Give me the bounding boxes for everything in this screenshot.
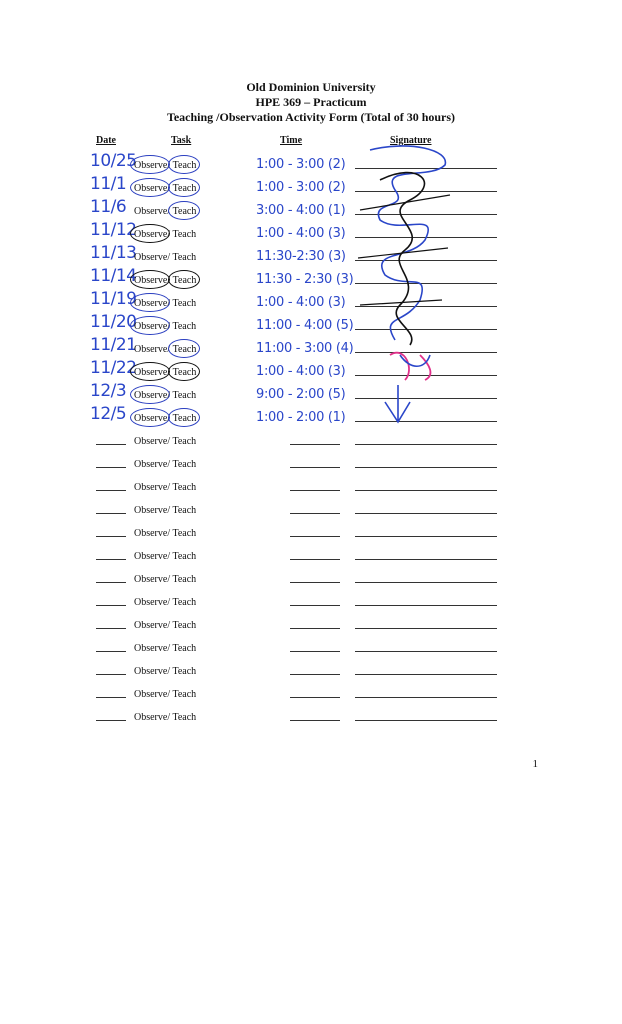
task-observe: Observe [134,275,168,286]
task-teach: Teach [172,505,197,516]
task-separator: / [167,712,173,723]
date-entry: 11/6 [90,197,127,217]
task-observe: Observe [134,298,168,309]
time-blank-line [290,559,340,560]
task-teach: Teach [172,666,197,677]
date-blank-line [96,536,126,537]
time-entry: 9:00 - 2:00 (5) [256,387,346,402]
time-entry: 1:00 - 4:00 (3) [256,364,346,379]
task-separator: / [167,367,173,378]
date-entry: 11/12 [90,220,137,240]
task-separator: / [167,666,173,677]
date-blank-line [96,467,126,468]
date-blank-line [96,605,126,606]
date-blank-line [96,513,126,514]
table-row [0,220,622,244]
table-row [0,174,622,198]
table-row [0,151,622,175]
task-choice [134,482,196,493]
time-entry: 1:00 - 3:00 (2) [256,180,346,195]
time-entry: 3:00 - 4:00 (1) [256,203,346,218]
task-observe: Observe [134,574,168,585]
task-teach: Teach [172,528,197,539]
task-choice [134,367,196,378]
time-entry: 11:30 - 2:30 (3) [256,272,354,287]
task-separator: / [167,183,173,194]
task-observe: Observe [134,643,168,654]
date-blank-line [96,651,126,652]
date-entry: 11/22 [90,358,137,378]
date-blank-line [96,582,126,583]
task-separator: / [167,229,173,240]
task-separator: / [167,252,173,263]
task-choice [134,620,196,631]
signature-line [355,490,497,491]
task-observe: Observe [134,390,168,401]
task-observe: Observe [134,712,168,723]
form-header [0,80,622,125]
task-teach: Teach [172,574,197,585]
date-entry: 11/1 [90,174,127,194]
date-entry: 11/14 [90,266,137,286]
table-row [0,431,622,451]
table-row [0,381,622,405]
task-choice [134,252,196,263]
table-row [0,477,622,497]
column-header-signature: Signature [390,135,432,146]
task-observe: Observe [134,252,168,263]
task-observe: Observe [134,528,168,539]
task-teach: Teach [172,367,197,378]
table-row [0,546,622,566]
task-teach: Teach [172,321,197,332]
date-entry: 11/21 [90,335,137,355]
signature-line [355,605,497,606]
task-teach: Teach [172,275,197,286]
table-row [0,707,622,727]
table-row [0,289,622,313]
table-row [0,197,622,221]
time-blank-line [290,674,340,675]
table-row [0,569,622,589]
task-observe: Observe [134,689,168,700]
task-teach: Teach [172,620,197,631]
task-choice [134,643,196,654]
task-separator: / [167,574,173,585]
date-blank-line [96,559,126,560]
time-blank-line [290,490,340,491]
task-choice [134,298,196,309]
table-row [0,500,622,520]
signature-line [355,628,497,629]
task-separator: / [167,643,173,654]
signature-line [355,536,497,537]
table-row [0,661,622,681]
signature-scrawl-icon [350,140,470,440]
task-choice [134,390,196,401]
task-choice [134,528,196,539]
task-teach: Teach [172,413,197,424]
task-separator: / [167,413,173,424]
table-row [0,358,622,382]
time-blank-line [290,513,340,514]
table-row [0,312,622,336]
time-entry: 11:00 - 3:00 (4) [256,341,354,356]
task-choice [134,689,196,700]
date-blank-line [96,674,126,675]
task-observe: Observe [134,183,168,194]
task-separator: / [167,206,173,217]
task-choice [134,183,196,194]
date-entry: 12/5 [90,404,127,424]
date-entry: 10/25 [90,151,137,171]
time-entry: 1:00 - 3:00 (2) [256,157,346,172]
task-teach: Teach [172,597,197,608]
task-observe: Observe [134,344,168,355]
table-row [0,243,622,267]
date-blank-line [96,720,126,721]
task-separator: / [167,620,173,631]
task-choice [134,206,196,217]
task-teach: Teach [172,390,197,401]
time-blank-line [290,467,340,468]
time-blank-line [290,582,340,583]
signature-line [355,674,497,675]
task-observe: Observe [134,367,168,378]
time-entry: 11:00 - 4:00 (5) [256,318,354,333]
task-teach: Teach [172,436,197,447]
time-blank-line [290,628,340,629]
university-name: Old Dominion University [246,80,376,94]
signature-line [355,559,497,560]
task-teach: Teach [172,643,197,654]
signature-line [355,697,497,698]
signature-line [355,467,497,468]
task-teach: Teach [172,344,197,355]
date-entry: 11/13 [90,243,137,263]
time-entry: 1:00 - 4:00 (3) [256,226,346,241]
task-separator: / [167,505,173,516]
task-choice [134,275,196,286]
table-row [0,454,622,474]
task-choice [134,712,196,723]
page-number: 1 [532,758,538,770]
date-entry: 12/3 [90,381,127,401]
table-row [0,684,622,704]
task-teach: Teach [172,160,197,171]
signature-line [355,513,497,514]
task-observe: Observe [134,505,168,516]
signature-line [355,444,497,445]
date-entry: 11/20 [90,312,137,332]
table-row [0,615,622,635]
task-separator: / [167,298,173,309]
task-choice [134,229,196,240]
task-separator: / [167,390,173,401]
time-entry: 1:00 - 4:00 (3) [256,295,346,310]
task-separator: / [167,482,173,493]
task-teach: Teach [172,482,197,493]
date-entry: 11/19 [90,289,137,309]
task-choice [134,574,196,585]
column-header-date: Date [96,135,116,146]
task-separator: / [167,275,173,286]
column-header-task: Task [171,135,192,146]
date-blank-line [96,490,126,491]
task-teach: Teach [172,459,197,470]
signature-line [355,582,497,583]
task-choice [134,344,196,355]
table-row [0,592,622,612]
task-choice [134,505,196,516]
time-blank-line [290,651,340,652]
task-separator: / [167,597,173,608]
task-choice [134,413,196,424]
task-choice [134,321,196,332]
time-blank-line [290,720,340,721]
task-observe: Observe [134,321,168,332]
time-entry: 1:00 - 2:00 (1) [256,410,346,425]
task-observe: Observe [134,666,168,677]
task-choice [134,551,196,562]
table-row [0,335,622,359]
form-title: Teaching /Observation Activity Form (Total of 30 hours) [166,110,456,124]
task-observe: Observe [134,436,168,447]
table-row [0,404,622,428]
task-choice [134,597,196,608]
task-teach: Teach [172,298,197,309]
task-teach: Teach [172,252,197,263]
task-separator: / [167,528,173,539]
task-separator: / [167,459,173,470]
task-teach: Teach [172,183,197,194]
time-blank-line [290,444,340,445]
task-separator: / [167,160,173,171]
table-row [0,638,622,658]
task-teach: Teach [172,712,197,723]
table-row [0,523,622,543]
task-teach: Teach [172,689,197,700]
task-observe: Observe [134,413,168,424]
date-blank-line [96,697,126,698]
column-header-time: Time [280,135,303,146]
date-blank-line [96,444,126,445]
task-separator: / [167,321,173,332]
signature-line [355,651,497,652]
time-entry: 11:30-2:30 (3) [256,249,346,264]
time-blank-line [290,697,340,698]
table-row [0,266,622,290]
task-observe: Observe [134,551,168,562]
task-observe: Observe [134,459,168,470]
task-separator: / [167,436,173,447]
task-observe: Observe [134,229,168,240]
task-observe: Observe [134,160,168,171]
time-blank-line [290,536,340,537]
task-separator: / [167,689,173,700]
task-choice [134,459,196,470]
date-blank-line [96,628,126,629]
task-observe: Observe [134,597,168,608]
task-observe: Observe [134,482,168,493]
task-choice [134,666,196,677]
signature-line [355,720,497,721]
task-teach: Teach [172,551,197,562]
course-title: HPE 369 – Practicum [255,95,367,109]
task-separator: / [167,344,173,355]
task-teach: Teach [172,206,197,217]
task-observe: Observe [134,206,168,217]
task-teach: Teach [172,229,197,240]
task-choice [134,436,196,447]
task-observe: Observe [134,620,168,631]
time-blank-line [290,605,340,606]
task-separator: / [167,551,173,562]
task-choice [134,160,196,171]
